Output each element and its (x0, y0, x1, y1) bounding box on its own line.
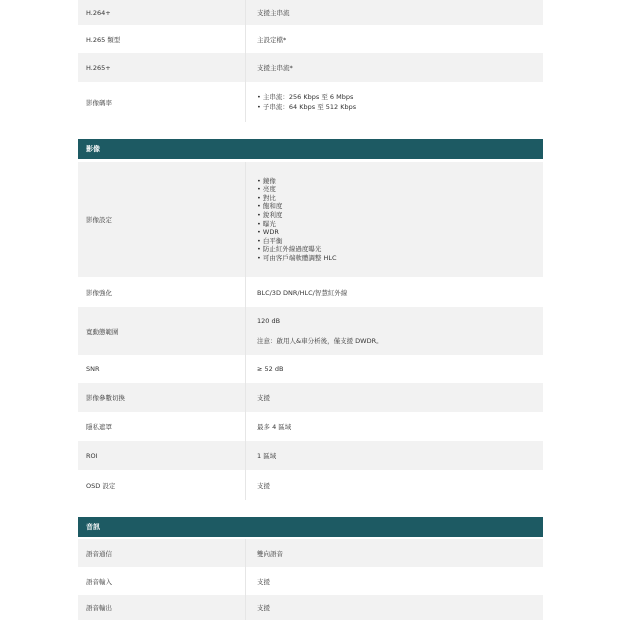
list-item: • 鏡像 (257, 176, 276, 185)
spec-label: 影像設定 (86, 216, 112, 224)
spec-row (78, 383, 543, 412)
spec-label: OSD 設定 (86, 481, 116, 490)
spec-value: 支援 (257, 604, 270, 612)
bitrate-sub: • 子串流：64 Kbps 至 512 Kbps (257, 103, 357, 111)
spec-value: 雙向語音 (257, 549, 283, 558)
spec-value: 支援主串流 (257, 9, 290, 17)
list-item: • 飽和度 (257, 202, 283, 211)
spec-label: SNR (86, 365, 100, 373)
spec-row (78, 595, 543, 620)
spec-row (78, 277, 543, 307)
spec-value: 主設定檔* (257, 35, 287, 44)
list-item: • WDR (257, 228, 279, 237)
spec-label: 語音輸入 (86, 577, 112, 586)
bitrate-main: • 主串流：256 Kbps 至 6 Mbps (257, 93, 354, 101)
spec-row (78, 0, 543, 25)
spec-row (78, 307, 543, 355)
image-settings-list (257, 177, 543, 263)
spec-label: ROI (86, 451, 98, 460)
spec-label: 語音通信 (86, 549, 112, 558)
spec-row (78, 470, 543, 500)
spec-row (78, 412, 543, 441)
spec-value: 支援 (257, 577, 270, 586)
list-item: • 白平衡 (257, 236, 283, 245)
spec-label: H.265+ (86, 63, 111, 72)
spec-value: BLC/3D DNR/HLC/智慧紅外線 (257, 288, 348, 297)
spec-label: 語音輸出 (86, 604, 112, 612)
spec-row (78, 53, 543, 82)
spec-label: 隱私遮罩 (86, 423, 112, 431)
spec-row (78, 567, 543, 595)
spec-row (78, 82, 543, 122)
spec-label: H.264+ (86, 8, 111, 17)
wdr-value: 120 dB (257, 317, 281, 325)
spec-row (78, 355, 543, 383)
spec-value: ≥ 52 dB (257, 365, 284, 373)
spec-label: 影像參數切換 (86, 394, 125, 402)
list-item: • 對比 (257, 193, 276, 202)
list-item: • 防止紅外線過度曝光 (257, 245, 322, 254)
list-item: • 亮度 (257, 185, 276, 194)
spec-row (78, 441, 543, 470)
spec-value: 支援主串流* (257, 64, 293, 72)
section-header-image: 影像 (78, 139, 543, 159)
list-item: • 曝光 (257, 219, 276, 228)
spec-row (78, 539, 543, 567)
spec-label: H.265 類型 (86, 35, 121, 44)
spec-value: 1 區域 (257, 452, 277, 460)
spec-value: 最多 4 區域 (257, 423, 292, 431)
spec-value: 支援 (257, 481, 270, 490)
spec-label: 影像強化 (86, 288, 112, 297)
wdr-note: 注意：啟用人&車分析後，僅支援 DWDR。 (257, 337, 383, 345)
spec-row (78, 25, 543, 53)
spec-row (78, 162, 543, 277)
list-item: • 可由客戶端軟體調整 HLC (257, 253, 337, 262)
spec-value-list (253, 92, 543, 112)
spec-label: 寬動態範圍 (86, 327, 119, 336)
section-header-audio: 音訊 (78, 517, 543, 537)
spec-label: 影像碼率 (86, 98, 112, 107)
list-item: • 銳利度 (257, 210, 283, 219)
spec-value: 支援 (257, 394, 270, 402)
